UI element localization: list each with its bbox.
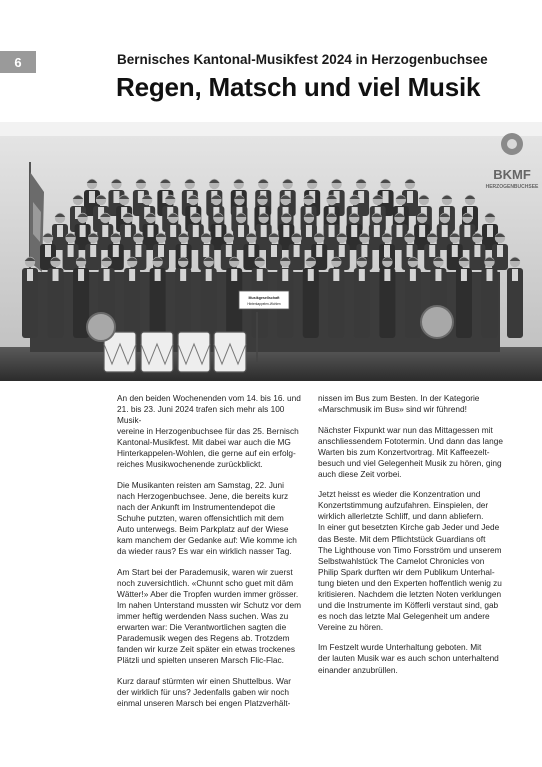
logo-text: BKMF (493, 167, 531, 182)
article-headline: Regen, Matsch und viel Musik (116, 72, 481, 102)
svg-text:Musikgesellschaft: Musikgesellschaft (248, 296, 280, 300)
article-column-right (318, 393, 506, 685)
band-member (175, 257, 191, 338)
article-kicker: Bernisches Kantonal-Musikfest 2024 in Herzogenbuchsee (117, 52, 488, 67)
band-member (405, 257, 421, 338)
band-member (22, 257, 38, 338)
logo-subtext: HERZOGENBUCHSEE (485, 184, 539, 190)
svg-text:Hinterkappelen-Wohlen: Hinterkappelen-Wohlen (247, 302, 281, 306)
band-member (379, 257, 395, 338)
paragraph: Kurz darauf stürmten wir einen Shuttelbus. War der wirklich für uns? Jedenfalls gaben wir noch einmal unseren Marsch bei engen Platzverhält- (117, 675, 292, 708)
drum-icon (178, 332, 210, 372)
paragraph: Am Start bei der Parademusik, waren wir zuerst noch zuversichtlich. «Chunnt scho guet mit däm Wätter!» Aber die Tropfen wurden immer grösser. Im nahen Unterstand mussten wir Schutz vor dem immer heftig werdenden Nass suchen. Was zu erwarten war: Die Verantwortlichen sagten die Parademusik wegen des Regens ab. Trotzdem fanden wir kurze Zeit später ein etwas trockenes Plätzli und spielten unseren Marsch Flic-Flac. (117, 566, 301, 666)
paragraph: An den beiden Wochenenden vom 14. bis 16. und 21. bis 23. Juni 2024 trafen sich mehr als 100 Musik- vereine in Herzogenbuchsee für das 25. Bernisch Kantonal-Musikfest. Mit dabei war auch die MG Hinterkappelen-Wohlen, die gerne auf ein erfolg- reiches Musikwochenende zurückblickt. (117, 393, 301, 470)
paragraph: Im Festzelt wurde Unterhaltung geboten. Mit der lauten Musik war es auch schon unterhaltend einander anzubrüllen. (318, 642, 499, 675)
band-member (124, 257, 140, 338)
drum-icon (141, 332, 173, 372)
band-member (328, 257, 344, 338)
band-member (48, 257, 64, 338)
band-member (507, 257, 523, 338)
drum-icon (214, 332, 246, 372)
paragraph: Jetzt heisst es wieder die Konzentration und Konzertstimmung aufzufahren. Einspielen, der wirklich allerletzte Schliff, und dann abliefern. In einer gut besetzten Kirche gab Jeder und Jede das Beste. Mit dem Pflichtstück Guardians oft The Lighthouse von Timo Forsström und unserem Selbstwahlstück The Camelot Chronicles von Philip Spark durften wir dem Publikum Unterhal- tung bieten und den Experten hoffentlich wenig zu kritisieren. Nachdem die letzten Noten verklungen und die Instrumente im Köfferli verstaut sind, gab es noch das letzte Mal Gelegenheit um andere Vereine zu hören. (318, 489, 502, 632)
band-member (481, 257, 497, 338)
band-member (456, 257, 472, 338)
paragraph: Nächster Fixpunkt war nun das Mittagessen mit anschliessendem Fototermin. Und dann das lange Warten bis zum Konzertvortrag. Mit Kaffeezelt- besuch und viel Gelegenheit Musik zu hören, ging auch diese Zeit vorbei. (318, 424, 503, 479)
paragraph: nissen im Bus zum Besten. In der Kategorie «Marschmusik im Bus» sind wir führend! (318, 393, 480, 415)
page-number: 6 (0, 51, 36, 73)
band-member (201, 257, 217, 338)
paragraph: Die Musikanten reisten am Samstag, 22. Juni nach Herzogenbuchsee. Jene, die bereits kurz nach der Ankunft im Instrumentendepot die Schuhe putzten, waren offensichtlich mit dem Auto unterwegs. Beim Parkplatz auf der Wiese kam manchem der Gedanke auf: Wie komme ich da wieder raus? Es war ein wirklich nasser Tag. (117, 479, 297, 557)
band-member (150, 257, 166, 338)
article-column-left (117, 393, 305, 718)
group-photo (0, 122, 542, 381)
band-member (354, 257, 370, 338)
band-member (303, 257, 319, 338)
